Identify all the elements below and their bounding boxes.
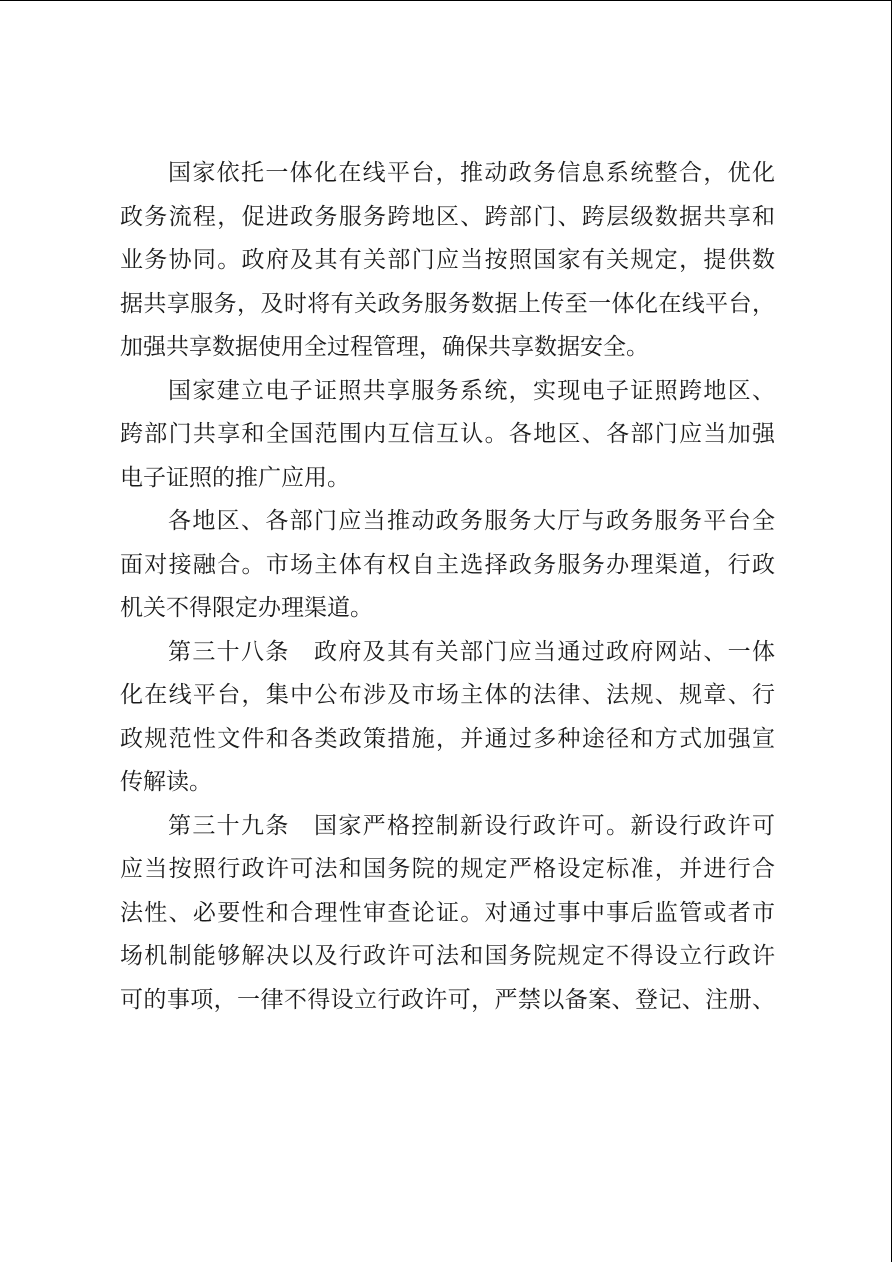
text-line-15: 传解读。 xyxy=(120,769,212,795)
document-body xyxy=(120,152,775,1022)
text-line-14: 政规范性文件和各类政策措施，并通过多种途径和方式加强宣 xyxy=(120,725,775,752)
text-line-4: 据共享服务，及时将有关政务服务数据上传至一体化在线平台， xyxy=(120,290,775,317)
text-line-8: 电子证照的推广应用。 xyxy=(120,464,350,491)
text-line-10: 面对接融合。市场主体有权自主选择政务服务办理渠道，行政 xyxy=(120,551,775,578)
text-line-7: 跨部门共享和全国范围内互信互认。各地区、各部门应当加强 xyxy=(120,421,775,447)
text-line-11: 机关不得限定办理渠道。 xyxy=(120,595,373,621)
text-line-9: 各地区、各部门应当推动政务服务大厅与政务服务平台全 xyxy=(168,508,775,534)
text-line-6: 国家建立电子证照共享服务系统，实现电子证照跨地区、 xyxy=(168,377,775,404)
text-line-20: 可的事项，一律不得设立行政许可，严禁以备案、登记、注册、 xyxy=(120,986,775,1013)
text-line-12: 第三十八条 政府及其有关部门应当通过政府网站、一体 xyxy=(168,638,775,665)
text-line-17: 应当按照行政许可法和国务院的规定严格设定标准，并进行合 xyxy=(120,856,775,882)
text-line-19: 场机制能够解决以及行政许可法和国务院规定不得设立行政许 xyxy=(120,943,775,969)
text-line-2: 政务流程，促进政务服务跨地区、跨部门、跨层级数据共享和 xyxy=(120,203,775,230)
text-line-16: 第三十九条 国家严格控制新设行政许可。新设行政许可 xyxy=(168,812,775,839)
text-line-1: 国家依托一体化在线平台，推动政务信息系统整合，优化 xyxy=(168,160,775,186)
text-line-5: 加强共享数据使用全过程管理，确保共享数据安全。 xyxy=(120,334,649,360)
text-line-3: 业务协同。政府及其有关部门应当按照国家有关规定，提供数 xyxy=(120,247,775,273)
text-line-18: 法性、必要性和合理性审查论证。对通过事中事后监管或者市 xyxy=(120,899,775,926)
text-line-13: 化在线平台，集中公布涉及市场主体的法律、法规、规章、行 xyxy=(120,682,775,708)
